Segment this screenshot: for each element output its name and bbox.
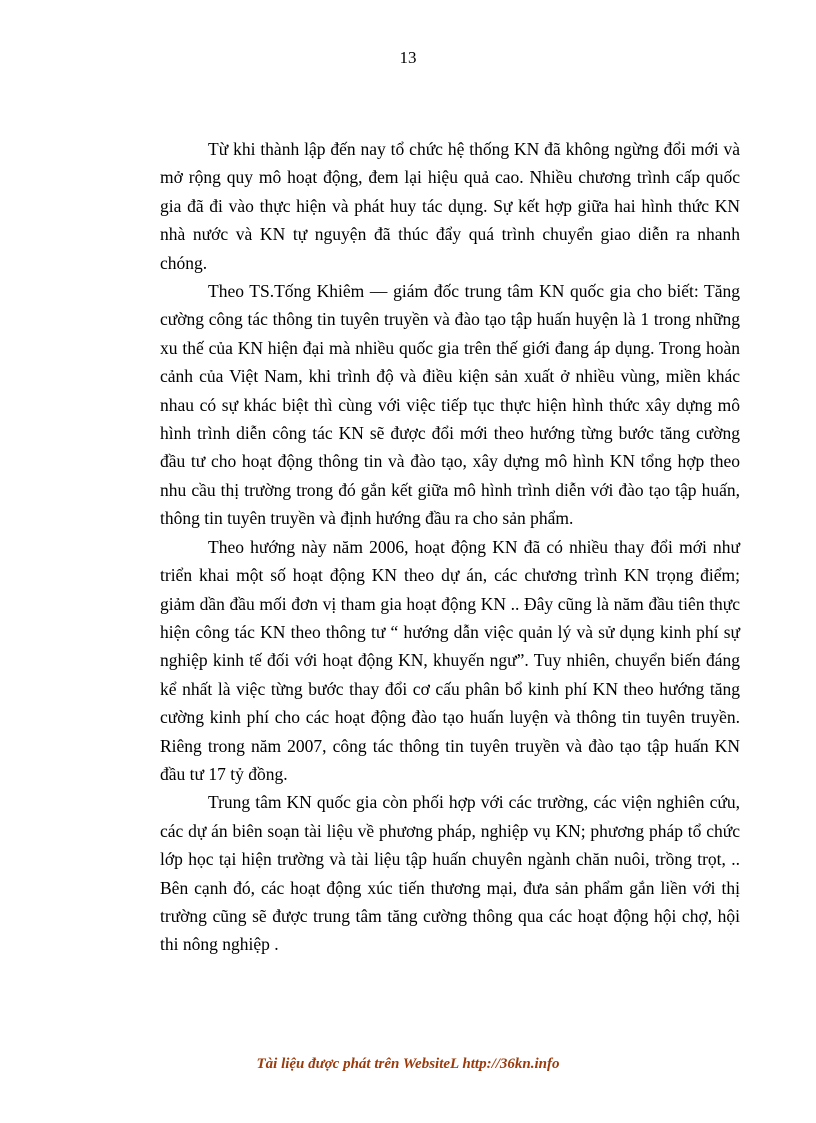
footer-source-note: Tài liệu được phát trên WebsiteL http://36kn.info [256,1056,560,1072]
document-body [160,135,740,959]
paragraph-4: Trung tâm KN quốc gia còn phối hợp với các trường, các viện nghiên cứu, các dự án biên soạn tài liệu về phương pháp, nghiệp vụ KN; phương pháp tổ chức lớp học tại hiện trường và tài liệu tập huấn chuyên ngành chăn nuôi, trồng trọt, .. Bên cạnh đó, các hoạt động xúc tiến thương mại, đưa sản phẩm gắn liền với thị trường cũng sẽ được trung tâm tăng cường thông qua các hoạt động hội chợ, hội thi nông nghiệp . [160,792,740,955]
paragraph-1: Từ khi thành lập đến nay tổ chức hệ thống KN đã không ngừng đổi mới và mở rộng quy mô hoạt động, đem lại hiệu quả cao. Nhiều chương trình cấp quốc gia đã đi vào thực hiện và phát huy tác dụng. Sự kết hợp giữa hai hình thức KN nhà nước và KN tự nguyện đã thúc đẩy quá trình chuyển giao diễn ra nhanh chóng. [160,139,740,273]
paragraph-2: Theo TS.Tống Khiêm — giám đốc trung tâm KN quốc gia cho biết: Tăng cường công tác thông tin tuyên truyền và đào tạo tập huấn huyện là 1 trong những xu thế của KN hiện đại mà nhiều quốc gia trên thế giới đang áp dụng. Trong hoàn cảnh của Việt Nam, khi trình độ và điều kiện sản xuất ở nhiều vùng, miền khác nhau có sự khác biệt thì cùng với việc tiếp tục thực hiện hình thức xây dựng mô hình trình diễn công tác KN sẽ được đổi mới theo hướng từng bước tăng cường đầu tư cho hoạt động thông tin và đào tạo, xây dựng mô hình KN tổng hợp theo nhu cầu thị trường trong đó gắn kết giữa mô hình trình diễn với đào tạo tập huấn, thông tin tuyên truyền và định hướng đầu ra cho sản phẩm. [160,281,740,529]
paragraph-3: Theo hướng này năm 2006, hoạt động KN đã có nhiều thay đổi mới như triển khai một số hoạt động KN theo dự án, các chương trình KN trọng điểm; giảm dần đầu mối đơn vị tham gia hoạt động KN .. Đây cũng là năm đầu tiên thực hiện công tác KN theo thông tư “ hướng dẫn việc quản lý và sử dụng kinh phí sự nghiệp kinh tế đối với hoạt động KN, khuyến ngư”. Tuy nhiên, chuyển biến đáng kể nhất là việc từng bước thay đổi cơ cấu phân bổ kinh phí KN theo hướng tăng cường kinh phí cho các hoạt động đào tạo huấn luyện và thông tin tuyên truyền. Riêng trong năm 2007, công tác thông tin tuyên truyền và đào tạo tập huấn KN đầu tư 17 tỷ đồng. [160,536,740,784]
page-number: 13 [399,48,417,67]
